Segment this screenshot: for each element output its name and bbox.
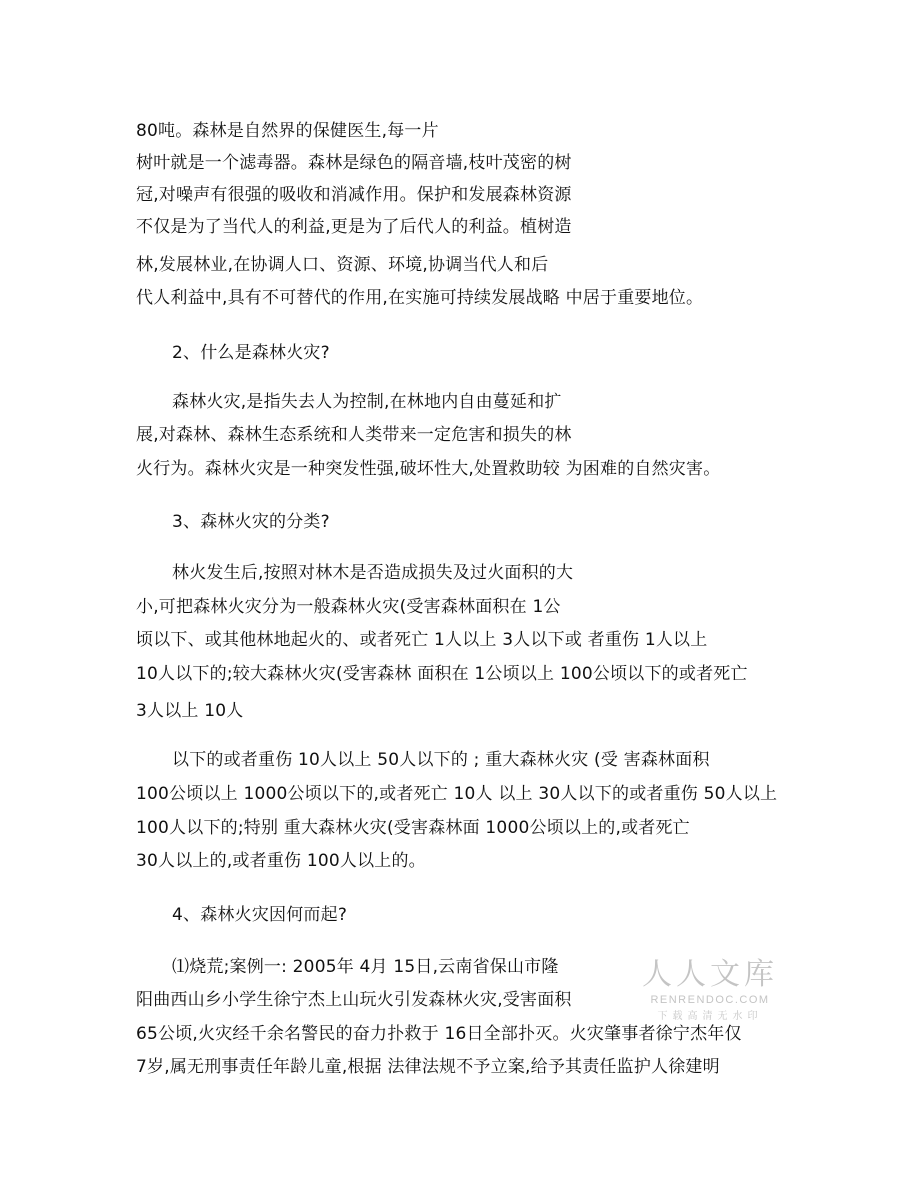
text-line-2: 树叶就是一个滤毒器。森林是绿色的隔音墙,枝叶茂密的树 bbox=[136, 153, 572, 173]
text-line-5: 林,发展林业,在协调人口、资源、环境,协调当代人和后 bbox=[136, 255, 549, 275]
text-line-25: 7岁,属无刑事责任年龄儿童,根据 法律法规不予立案,给予其责任监护人徐建明 bbox=[136, 1057, 720, 1077]
watermark-note: 下载高清无水印 bbox=[657, 1011, 763, 1022]
text-line-17: 以下的或者重伤 10人以上 50人以下的 ; 重大森林火灾 (受 害森林面积 bbox=[172, 750, 710, 770]
text-line-12: 林火发生后,按照对林木是否造成损失及过火面积的大 bbox=[172, 563, 574, 583]
section-heading-3: 3、森林火灾的分类? bbox=[172, 512, 330, 532]
text-line-19: 100人以下的;特别 重大森林火灾(受害森林面 1000公顷以上的,或者死亡 bbox=[136, 818, 690, 838]
text-line-15: 10人以下的;较大森林火灾(受害森林 面积在 1公顷以上 100公顷以下的或者死亡 bbox=[136, 664, 748, 684]
watermark-logo bbox=[640, 958, 780, 1022]
watermark-title: 人人文库 bbox=[642, 957, 778, 992]
text-line-9: 展,对森林、森林生态系统和人类带来一定危害和损失的林 bbox=[136, 425, 572, 445]
text-line-23: 阳曲西山乡小学生徐宁杰上山玩火引发森林火灾,受害面积 bbox=[136, 990, 572, 1010]
text-line-22: ⑴烧荒;案例一: 2005年 4月 15日,云南省保山市隆 bbox=[172, 957, 559, 977]
text-line-10: 火行为。森林火灾是一种突发性强,破坏性大,处置救助较 为困难的自然灾害。 bbox=[136, 459, 721, 479]
section-heading-2: 2、什么是森林火灾? bbox=[172, 343, 330, 363]
text-line-8: 森林火灾,是指失去人为控制,在林地内自由蔓延和扩 bbox=[172, 392, 562, 412]
text-line-16: 3人以上 10人 bbox=[136, 701, 244, 721]
watermark-site: RENRENDOC.COM bbox=[650, 994, 770, 1006]
text-line-3: 冠,对噪声有很强的吸收和消减作用。保护和发展森林资源 bbox=[136, 185, 572, 205]
text-line-20: 30人以上的,或者重伤 100人以上的。 bbox=[136, 851, 426, 871]
text-line-24: 65公顷,火灾经千余名警民的奋力扑救于 16日全部扑灭。火灾肇事者徐宁杰年仅 bbox=[136, 1024, 742, 1044]
text-line-18: 100公顷以上 1000公顷以下的,或者死亡 10人 以上 30人以下的或者重伤 50人以上 bbox=[136, 784, 778, 804]
text-line-6: 代人利益中,具有不可替代的作用,在实施可持续发展战略 中居于重要地位。 bbox=[136, 288, 704, 308]
text-line-14: 顷以下、或其他林地起火的、或者死亡 1人以上 3人以下或 者重伤 1人以上 bbox=[136, 630, 708, 650]
text-line-13: 小,可把森林火灾分为一般森林火灾(受害森林面积在 1公 bbox=[136, 597, 561, 617]
text-line-1: 80吨。森林是自然界的保健医生,每一片 bbox=[136, 121, 439, 141]
text-line-4: 不仅是为了当代人的利益,更是为了后代人的利益。植树造 bbox=[136, 217, 572, 237]
section-heading-4: 4、森林火灾因何而起? bbox=[172, 905, 348, 925]
